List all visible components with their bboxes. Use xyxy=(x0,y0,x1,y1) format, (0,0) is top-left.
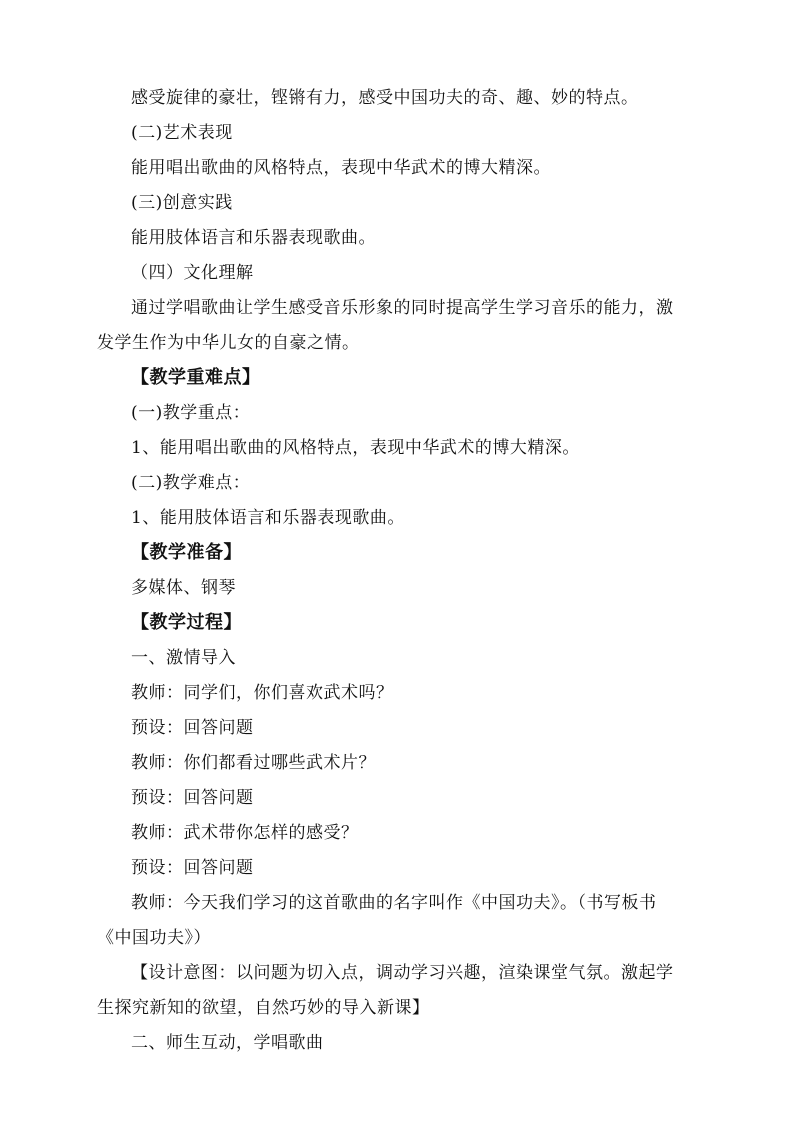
section-heading: 【教学过程】 xyxy=(131,612,242,633)
section-subheading: 一、激情导入 xyxy=(131,648,236,668)
paragraph-line: 1、能用唱出歌曲的风格特点，表现中华武术的博大精深。 xyxy=(131,438,580,458)
paragraph-line: 教师：同学们，你们喜欢武术吗？ xyxy=(131,683,394,703)
paragraph-line: 教师：你们都看过哪些武术片？ xyxy=(131,753,376,773)
paragraph-line: 通过学唱歌曲让学生感受音乐形象的同时提高学生学习音乐的能力，激 xyxy=(131,298,674,318)
paragraph-line: 教师：武术带你怎样的感受？ xyxy=(131,823,359,843)
section-subheading: (二)教学难点： xyxy=(131,473,251,493)
paragraph-line: 教师：今天我们学习的这首歌曲的名字叫作《中国功夫》。（书写板书 xyxy=(131,893,657,913)
section-subheading: (一)教学重点： xyxy=(131,403,251,423)
paragraph-line: 【设计意图：以问题为切入点，调动学习兴趣，渲染课堂气氛。激起学 xyxy=(131,963,674,983)
paragraph-line: 感受旋律的豪壮，铿锵有力，感受中国功夫的奇、趣、妙的特点。 xyxy=(131,88,639,108)
paragraph-line: 预设：回答问题 xyxy=(131,718,254,738)
section-subheading: (三)创意实践 xyxy=(131,193,233,213)
paragraph-line: 能用肢体语言和乐器表现歌曲。 xyxy=(131,228,376,248)
section-subheading: (二)艺术表现 xyxy=(131,123,233,143)
paragraph-line: 能用唱出歌曲的风格特点，表现中华武术的博大精深。 xyxy=(131,158,551,178)
paragraph-line: 《中国功夫》） xyxy=(97,928,211,948)
section-heading: 【教学重难点】 xyxy=(131,367,261,388)
section-heading: 【教学准备】 xyxy=(131,542,242,563)
paragraph-line: 发学生作为中华儿女的自豪之情。 xyxy=(97,333,360,353)
section-subheading: （四）文化理解 xyxy=(131,263,254,283)
paragraph-line: 多媒体、钢琴 xyxy=(131,578,236,598)
paragraph-line: 预设：回答问题 xyxy=(131,788,254,808)
paragraph-line: 1、能用肢体语言和乐器表现歌曲。 xyxy=(131,508,405,528)
paragraph-line: 生探究新知的欲望，自然巧妙的导入新课】 xyxy=(97,998,430,1018)
section-subheading: 二、师生互动，学唱歌曲 xyxy=(131,1033,324,1053)
paragraph-line: 预设：回答问题 xyxy=(131,858,254,878)
